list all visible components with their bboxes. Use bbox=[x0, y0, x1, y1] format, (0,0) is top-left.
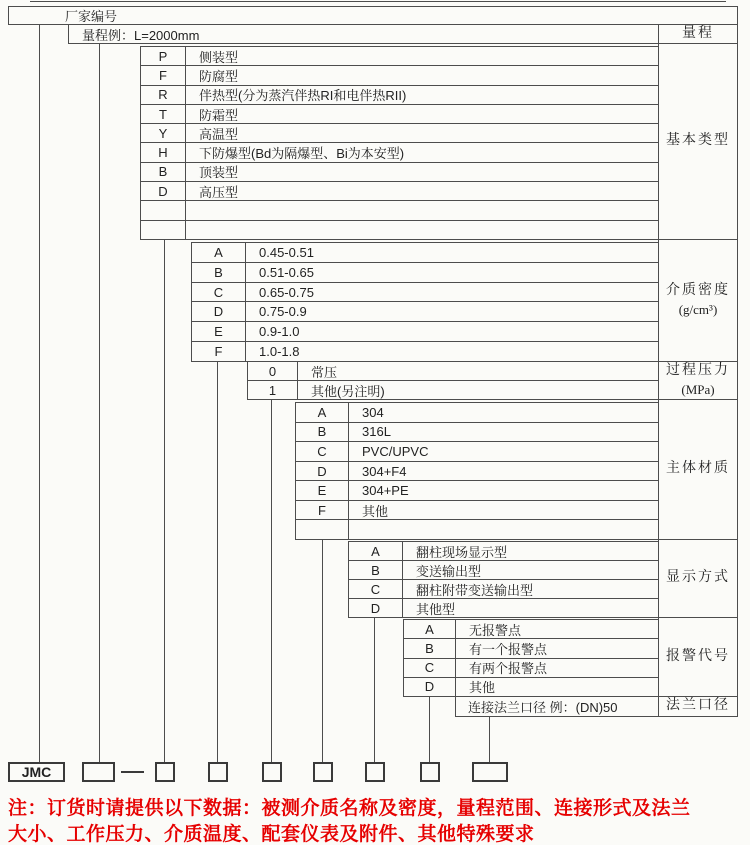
density-table bbox=[191, 242, 658, 362]
table-row: P 侧装型 bbox=[141, 47, 658, 66]
pressure-table bbox=[247, 362, 658, 400]
table-row bbox=[296, 520, 658, 539]
table-row: A 0.45-0.51 bbox=[192, 243, 658, 263]
connector-line bbox=[489, 717, 490, 762]
table-row: D 0.75-0.9 bbox=[192, 302, 658, 322]
model-box-range bbox=[82, 762, 115, 782]
manufacturer-row bbox=[8, 6, 738, 25]
table-row: R 伴热型(分为蒸汽伴热RI和电伴热RII) bbox=[141, 86, 658, 105]
category-label-pressure: 过程压力 (MPa) bbox=[658, 362, 738, 400]
ordering-note bbox=[8, 796, 748, 845]
table-row: A 翻柱现场显示型 bbox=[349, 542, 658, 561]
table-row: T 防霜型 bbox=[141, 105, 658, 124]
model-box-display bbox=[365, 762, 385, 782]
table-row: 1 其他(另注明) bbox=[248, 381, 658, 399]
category-label-material: 主体材质 bbox=[658, 400, 738, 540]
table-row: E 304+PE bbox=[296, 481, 658, 501]
table-row: B 316L bbox=[296, 423, 658, 443]
table-row: D 其他型 bbox=[349, 599, 658, 617]
connector-line bbox=[164, 240, 165, 762]
table-row: E 0.9-1.0 bbox=[192, 322, 658, 342]
material-table bbox=[295, 402, 658, 540]
model-box-alarm bbox=[420, 762, 440, 782]
table-row bbox=[141, 221, 658, 239]
category-label-display: 显示方式 bbox=[658, 540, 738, 618]
connector-line bbox=[322, 540, 323, 762]
model-box-basic-type bbox=[155, 762, 175, 782]
range-example-label: 量程例：L=2000mm bbox=[82, 27, 200, 43]
category-label-density: 介质密度 (g/cm³) bbox=[658, 240, 738, 362]
table-row bbox=[141, 201, 658, 220]
model-box-density bbox=[208, 762, 228, 782]
table-row: C 0.65-0.75 bbox=[192, 283, 658, 303]
display-mode-table bbox=[348, 541, 658, 618]
table-row: A 无报警点 bbox=[404, 620, 658, 639]
pressure-unit: (MPa) bbox=[681, 382, 715, 398]
table-row: B 0.51-0.65 bbox=[192, 263, 658, 283]
table-row: 0 常压 bbox=[248, 362, 658, 381]
category-label-range: 量程 bbox=[658, 25, 738, 44]
table-row: B 顶装型 bbox=[141, 163, 658, 182]
connector-line bbox=[99, 44, 100, 762]
note-line-2: 大小、工作压力、介质温度、配套仪表及附件、其他特殊要求 bbox=[8, 824, 535, 845]
table-row: C PVC/UPVC bbox=[296, 442, 658, 462]
table-row: A 304 bbox=[296, 403, 658, 423]
model-prefix-box: JMC bbox=[8, 762, 65, 782]
table-row: F 防腐型 bbox=[141, 66, 658, 85]
table-row: C 有两个报警点 bbox=[404, 659, 658, 678]
alarm-code-table bbox=[403, 619, 658, 697]
model-box-material bbox=[313, 762, 333, 782]
note-line-1: 注：订货时请提供以下数据：被测介质名称及密度，量程范围、连接形式及法兰 bbox=[8, 798, 691, 819]
model-separator-dash bbox=[121, 771, 144, 773]
connector-line bbox=[374, 618, 375, 762]
density-unit: (g/cm³) bbox=[678, 302, 718, 318]
table-row: H 下防爆型(Bd为隔爆型、Bi为本安型) bbox=[141, 143, 658, 162]
model-box-pressure bbox=[262, 762, 282, 782]
table-row: F 其他 bbox=[296, 501, 658, 521]
table-row: D 高压型 bbox=[141, 182, 658, 201]
table-row: Y 高温型 bbox=[141, 124, 658, 143]
connector-line bbox=[271, 400, 272, 762]
category-label-basic-type: 基本类型 bbox=[658, 44, 738, 240]
table-row: B 变送输出型 bbox=[349, 561, 658, 580]
connector-line bbox=[39, 25, 40, 762]
connector-line bbox=[217, 362, 218, 762]
table-row: F 1.0-1.8 bbox=[192, 342, 658, 361]
model-box-flange bbox=[472, 762, 508, 782]
manufacturer-label: 厂家编号 bbox=[65, 9, 118, 24]
category-label-alarm: 报警代号 bbox=[658, 618, 738, 697]
table-row: B 有一个报警点 bbox=[404, 639, 658, 658]
table-row: D 其他 bbox=[404, 678, 658, 696]
range-example-row bbox=[68, 25, 658, 44]
category-label-flange: 法兰口径 bbox=[658, 697, 738, 717]
table-row: C 翻柱附带变送输出型 bbox=[349, 580, 658, 599]
basic-type-table bbox=[140, 46, 658, 240]
table-row: D 304+F4 bbox=[296, 462, 658, 482]
flange-size-row: 连接法兰口径 例：(DN)50 bbox=[455, 697, 658, 717]
top-border-line bbox=[30, 1, 726, 2]
connector-line bbox=[429, 697, 430, 762]
